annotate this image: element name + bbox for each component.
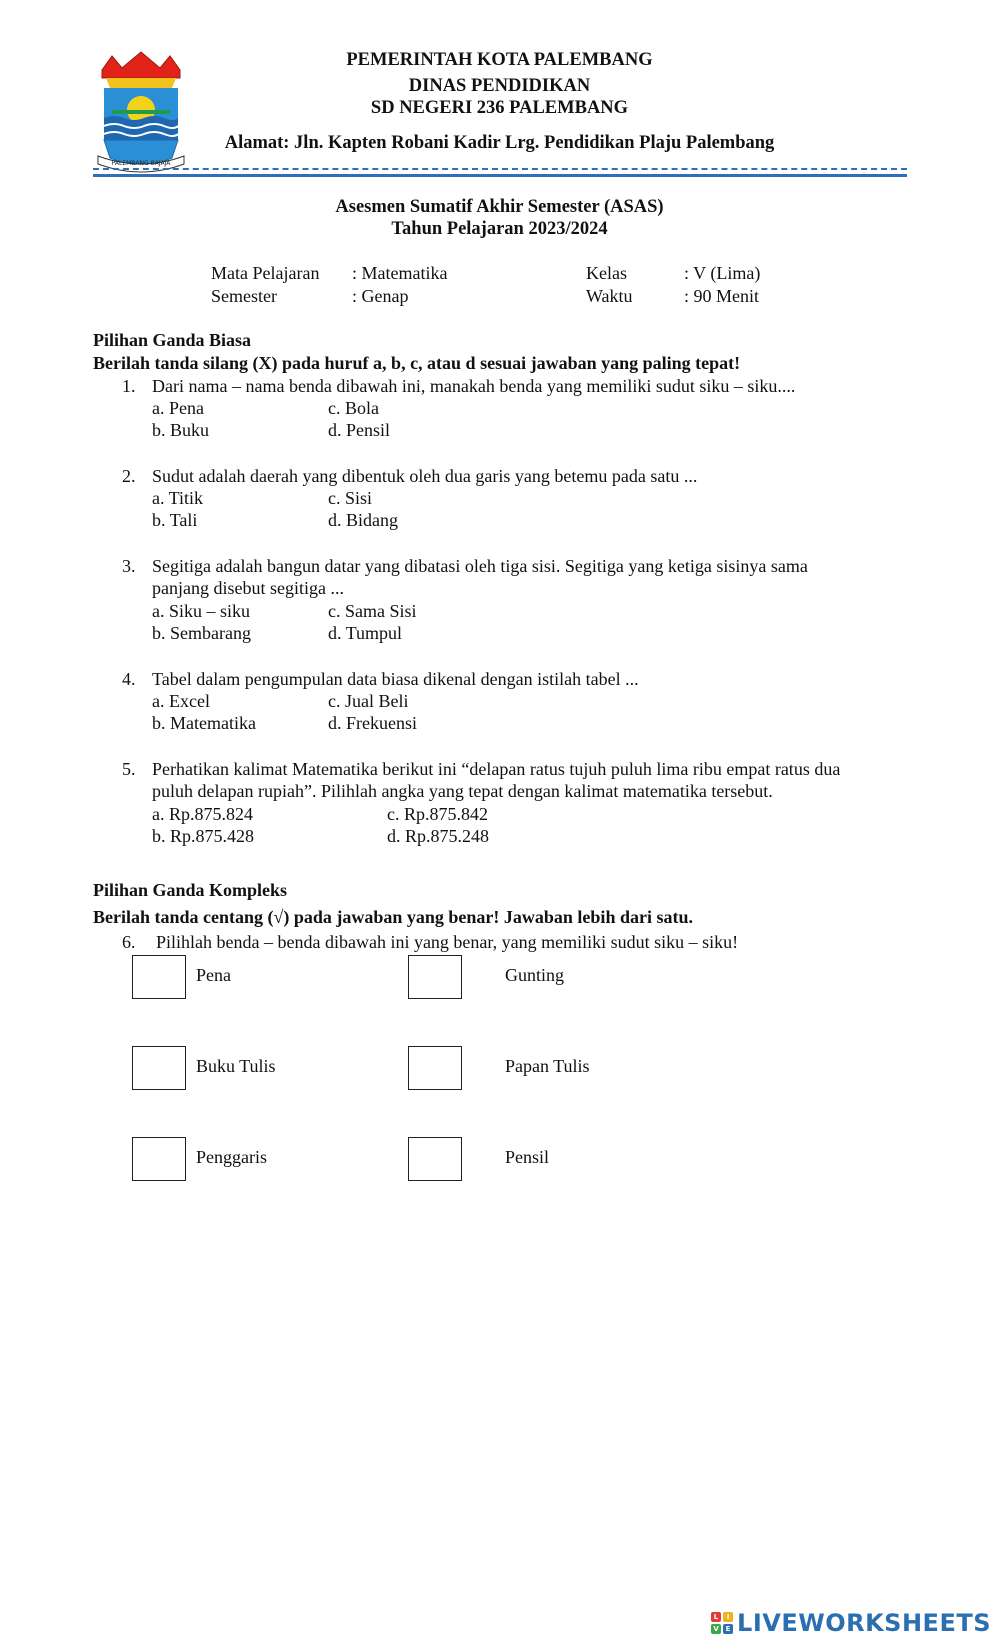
question-number: 3. — [122, 556, 136, 576]
option-b[interactable]: b. Rp.875.428 — [152, 826, 255, 846]
question-text: Dari nama – nama benda dibawah ini, manakah benda yang memiliki sudut siku – siku.... — [152, 376, 796, 396]
choice-label: Papan Tulis — [505, 1056, 590, 1076]
time-label: Waktu — [586, 286, 633, 306]
subject-label: Mata Pelajaran — [211, 263, 320, 283]
liveworksheets-text: LIVEWORKSHEETS — [737, 1609, 991, 1637]
section-title-multiple-choice: Pilihan Ganda Biasa — [93, 330, 252, 350]
section-title-complex-choice: Pilihan Ganda Kompleks — [93, 880, 288, 900]
question-number: 4. — [122, 669, 136, 689]
question-number: 2. — [122, 466, 136, 486]
option-d[interactable]: d. Frekuensi — [328, 713, 417, 733]
checkbox-pensil[interactable] — [408, 1137, 462, 1181]
option-a[interactable]: a. Excel — [152, 691, 210, 711]
header-government: PEMERINTAH KOTA PALEMBANG — [346, 50, 653, 70]
exam-year: Tahun Pelajaran 2023/2024 — [391, 219, 608, 239]
option-c[interactable]: c. Sisi — [328, 488, 373, 508]
option-b[interactable]: b. Tali — [152, 510, 198, 530]
choice-label: Pena — [196, 965, 231, 985]
option-c[interactable]: c. Jual Beli — [328, 691, 409, 711]
option-c[interactable]: c. Rp.875.842 — [387, 804, 488, 824]
subject-value: : Matematika — [352, 263, 448, 283]
semester-label: Semester — [211, 286, 277, 306]
option-d[interactable]: d. Pensil — [328, 420, 391, 440]
choice-label: Pensil — [505, 1147, 550, 1167]
question-number: 6. — [122, 932, 136, 952]
question-text: Tabel dalam pengumpulan data biasa dikenal dengan istilah tabel ... — [152, 669, 639, 689]
liveworksheets-logo-icon: L I V E — [711, 1612, 733, 1634]
option-b[interactable]: b. Buku — [152, 420, 210, 440]
class-label: Kelas — [586, 263, 627, 283]
checkbox-buku-tulis[interactable] — [132, 1046, 186, 1090]
liveworksheets-watermark — [711, 1608, 991, 1638]
question-text: Pilihlah benda – benda dibawah ini yang benar, yang memiliki sudut siku – siku! — [156, 932, 739, 952]
question-number: 5. — [122, 759, 136, 779]
section-instruction-multiple-choice: Berilah tanda silang (X) pada huruf a, b, c, atau d sesuai jawaban yang paling tepat! — [93, 353, 741, 373]
header-divider-solid — [93, 174, 907, 177]
option-a[interactable]: a. Pena — [152, 398, 204, 418]
header-school: SD NEGERI 236 PALEMBANG — [370, 98, 629, 118]
option-d[interactable]: d. Bidang — [328, 510, 398, 530]
option-d[interactable]: d. Rp.875.248 — [387, 826, 490, 846]
question-text: Sudut adalah daerah yang dibentuk oleh dua garis yang betemu pada satu ... — [152, 466, 698, 486]
header-divider-dashed — [93, 168, 907, 170]
question-text: Segitiga adalah bangun datar yang dibatasi oleh tiga sisi. Segitiga yang ketiga sisinya sama — [152, 556, 808, 576]
semester-value: : Genap — [352, 286, 409, 306]
choice-label: Buku Tulis — [196, 1056, 276, 1076]
checkbox-penggaris[interactable] — [132, 1137, 186, 1181]
option-b[interactable]: b. Matematika — [152, 713, 256, 733]
svg-text:PALEMBANG BAJAJA: PALEMBANG BAJAJA — [111, 160, 171, 167]
question-text-continued: puluh delapan rupiah”. Pilihlah angka yang tepat dengan kalimat matematika tersebut. — [152, 781, 773, 801]
class-value: : V (Lima) — [684, 263, 761, 283]
choice-label: Penggaris — [196, 1147, 267, 1167]
choice-label: Gunting — [505, 965, 565, 985]
question-number: 1. — [122, 376, 136, 396]
option-a[interactable]: a. Siku – siku — [152, 601, 251, 621]
header-department: DINAS PENDIDIKAN — [408, 76, 591, 96]
question-text-continued: panjang disebut segitiga ... — [152, 578, 344, 598]
checkbox-papan-tulis[interactable] — [408, 1046, 462, 1090]
time-value: : 90 Menit — [684, 286, 759, 306]
exam-title: Asesmen Sumatif Akhir Semester (ASAS) — [335, 197, 664, 217]
option-a[interactable]: a. Rp.875.824 — [152, 804, 253, 824]
option-c[interactable]: c. Bola — [328, 398, 379, 418]
question-text: Perhatikan kalimat Matematika berikut ini “delapan ratus tujuh puluh lima ribu empat ratus dua — [152, 759, 841, 779]
option-b[interactable]: b. Sembarang — [152, 623, 251, 643]
section-instruction-complex-choice: Berilah tanda centang (√) pada jawaban yang benar! Jawaban lebih dari satu. — [93, 907, 693, 927]
option-a[interactable]: a. Titik — [152, 488, 204, 508]
option-c[interactable]: c. Sama Sisi — [328, 601, 417, 621]
header-address: Alamat: Jln. Kapten Robani Kadir Lrg. Pendidikan Plaju Palembang — [224, 133, 775, 153]
option-d[interactable]: d. Tumpul — [328, 623, 403, 643]
checkbox-gunting[interactable] — [408, 955, 462, 999]
checkbox-pena[interactable] — [132, 955, 186, 999]
